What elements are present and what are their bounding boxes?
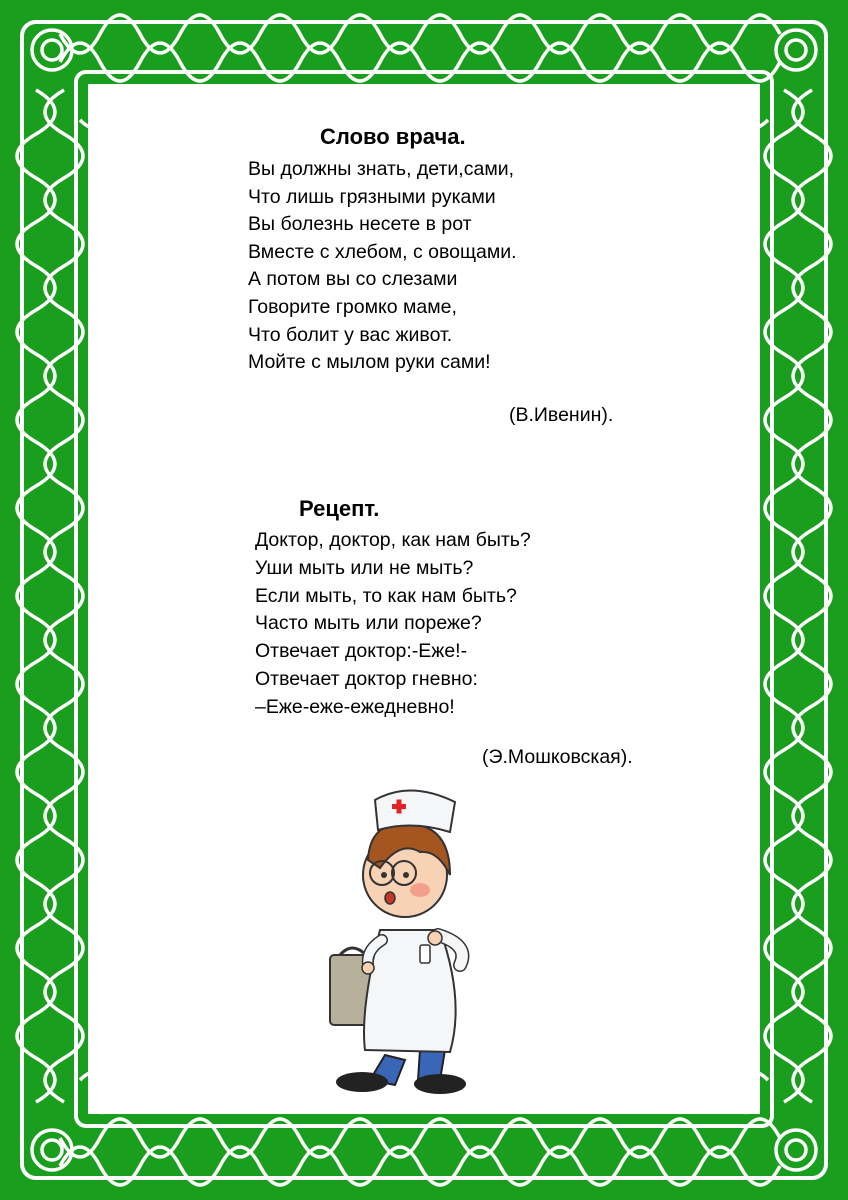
poem-text — [248, 156, 517, 377]
poem-line: Часто мыть или пореже? — [255, 612, 482, 635]
poem-title: Слово врача. — [320, 124, 466, 149]
poem-line: Отвечает доктор гневно: — [255, 667, 478, 690]
poem-line: Что болит у вас живот. — [248, 323, 453, 346]
poem-line: –Еже-еже-ежедневно! — [255, 695, 455, 718]
poem-line: Говорите громко маме, — [248, 295, 457, 318]
poem-line: Уши мыть или не мыть? — [255, 556, 474, 579]
poem-line: Вы болезнь несете в рот — [248, 213, 472, 236]
poem-line: А потом вы со слезами — [248, 268, 458, 291]
poem-author: (В.Ивенин). — [509, 404, 614, 426]
poem-line: Что лишь грязными руками — [248, 185, 496, 208]
poem-line: Отвечает доктор:-Еже!- — [255, 640, 468, 663]
doctor-illustration — [300, 780, 500, 1100]
poem-author: (Э.Мошковская). — [482, 746, 633, 768]
poem-line: Вместе с хлебом, с овощами. — [248, 240, 517, 263]
poem-line: Вы должны знать, дети,сами, — [248, 158, 515, 180]
poem-line: Мойте с мылом руки сами! — [248, 351, 491, 374]
poem-line: Если мыть, то как нам быть? — [255, 584, 517, 607]
poem-title: Рецепт. — [299, 496, 380, 521]
poem-text — [255, 527, 531, 722]
poem-line: Доктор, доктор, как нам быть? — [255, 529, 531, 551]
